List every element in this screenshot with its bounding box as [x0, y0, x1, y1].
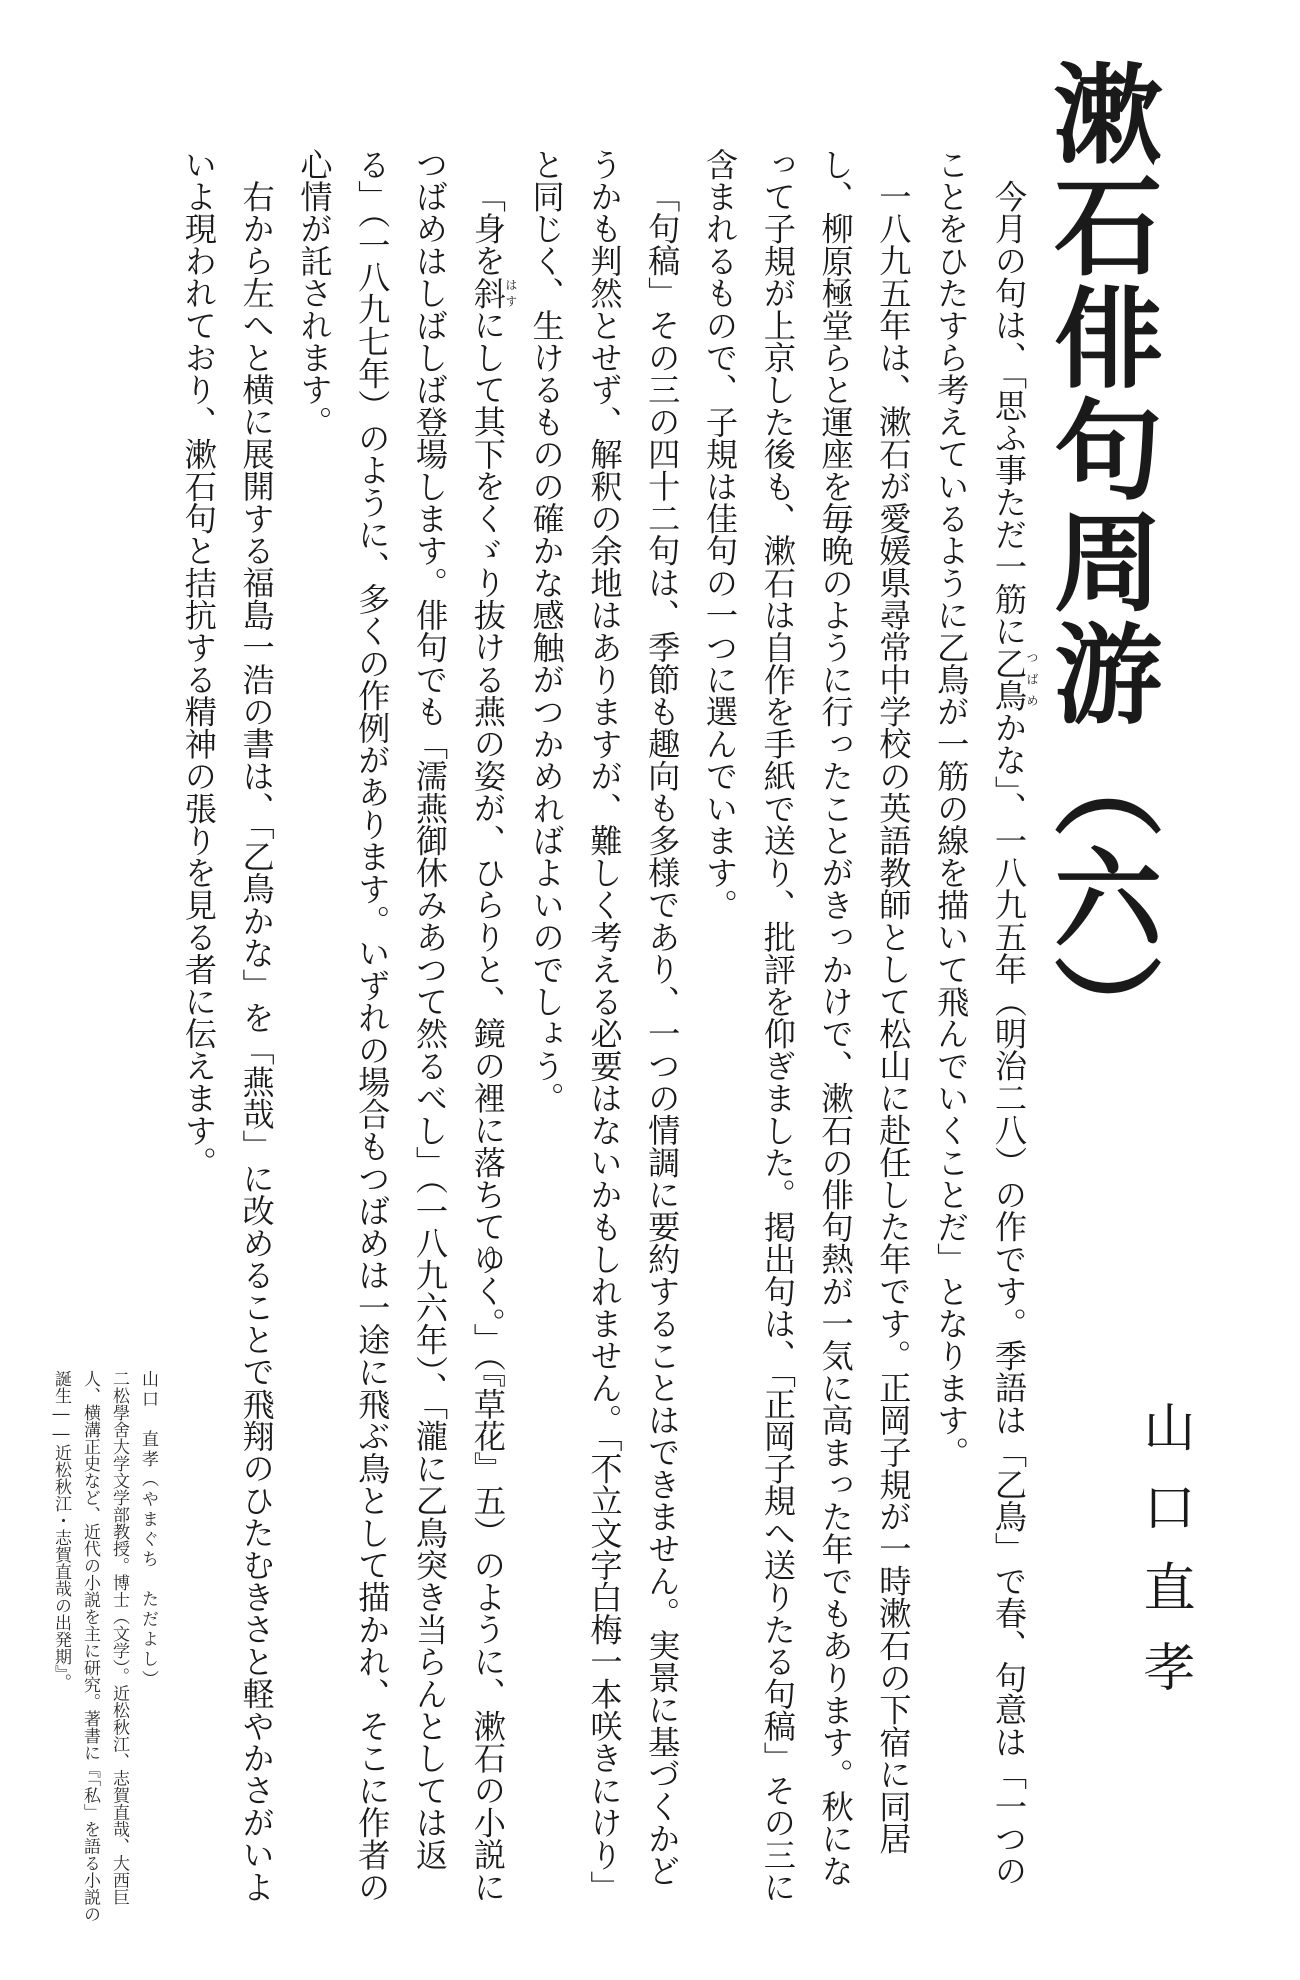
ruby-tsubame-kanji: 乙鳥: [990, 647, 1028, 712]
bio-name: 山口 直孝（やまぐち ただよし）: [138, 1370, 158, 1690]
ruby-tsubame-reading: つばめ: [1025, 647, 1039, 712]
page-title: 漱石俳句周游（六）: [1035, 58, 1162, 1066]
ruby-tsubame: [990, 647, 1039, 712]
paragraph-1-text-a: 今月の句は、「思ふ事ただ一筋に: [990, 180, 1028, 648]
ruby-hasu-kanji: 斜: [468, 276, 507, 309]
paragraph-4-text-a: 「身を: [468, 180, 507, 277]
author-name: 山口直孝: [1134, 1400, 1194, 1720]
author-bio: [44, 1370, 162, 1930]
ruby-hasu: [468, 276, 518, 309]
paragraph-4: [285, 148, 517, 1906]
ruby-hasu-reading: はす: [503, 276, 518, 309]
paragraph-4-text-b: にして其下をくゞり抜ける燕の姿が、ひらりと、鏡の裡に落ちてゆく。」（『草花』五）のように、漱石の小説につばめはしばしば登場します。俳句でも「濡燕御休みあつて然るべし」（一八九六年）、「瀧に乙鳥突き当らんとしては返る」（一八九七年）のように、多くの作例があります。いずれの場合もつばめは一途に飛ぶ鳥として描かれ、そこに作者の心情が託されます。: [295, 148, 507, 1903]
paragraph-3: 「句稿」その三の四十二句は、季節も趣向も多様であり、一つの情調に要約することはできません。実景に基づくかどうかも判然とせず、解釈の余地はありますが、難しく考える必要はないかもしれません。「不立文字白梅一本咲きにけり」と同じく、生けるものの確かな感触がつかめればよいのでしょう。: [527, 148, 682, 1903]
paragraph-2: 一八九五年は、漱石が愛媛県尋常中学校の英語教師として松山に赴任した年です。正岡子規が一時漱石の下宿に同居し、柳原極堂らと運座を毎晩のように行ったことがきっかけで、漱石の俳句熱が一気に高まった年でもあります。秋になって子規が上京した後も、漱石は自作を手紙で送り、批評を仰ぎました。掲出句は、「正岡子規へ送りたる句稿」その三に含まれるもので、子規は佳句の一つに選んでいます。: [701, 148, 913, 1903]
paragraph-5: 右から左へと横に展開する福島一浩の書は、「乙鳥かな」を「燕哉」に改めることで飛翔のひたむきさと軽やかさがいよいよ現われており、漱石句と拮抗する精神の張りを見る者に伝えます。: [179, 148, 276, 1903]
paragraph-1-text-b: かな」、一八九五年（明治二八）の作です。季語は「乙鳥」で春、句意は「一つのことをひたすら考えているように乙鳥が一筋の線を描いて飛んでいくことだ」となります。: [932, 148, 1028, 1887]
bio-text: 二松學舍大学文学部教授。博士（文学）。近松秋江、志賀直哉、大西巨人、横溝正史など、近代の小説を主に研究。著書に『「私」を語る小説の誕生――近松秋江・志賀直哉の出発期』。: [51, 1370, 129, 1923]
article-body: [179, 148, 1039, 1906]
paragraph-1: [921, 148, 1038, 1906]
